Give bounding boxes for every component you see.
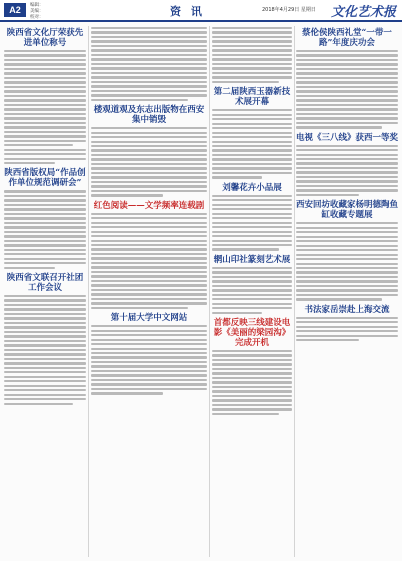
designer-line: 美编： [30, 9, 44, 14]
article-headline: 陕西省版权局“作品创作单位规范调研会” [4, 168, 86, 189]
article [296, 28, 398, 129]
masthead [0, 0, 402, 22]
column-4 [296, 26, 398, 557]
article-headline: 辋山印社篆刻艺术展 [213, 254, 291, 265]
article-body [4, 50, 86, 164]
article [4, 273, 86, 405]
article-body [212, 109, 292, 179]
article-body [91, 213, 207, 309]
article-headline: 陕西省文联召开社团工作会议 [6, 272, 84, 293]
article-body [91, 325, 207, 395]
article [91, 313, 207, 395]
article-headline: 西安回坊收藏家杨明德陶鱼缸收藏专题展 [296, 200, 399, 221]
article [212, 183, 292, 251]
article [212, 27, 292, 83]
page-number-badge: A2 [4, 3, 26, 17]
article-headline: 书法家岳崇赴上海交流 [304, 304, 390, 315]
article [91, 105, 207, 197]
article [296, 200, 398, 301]
column-2 [91, 26, 207, 557]
column-rule [88, 26, 89, 557]
article-body [296, 50, 398, 129]
article-headline: 蔡伦侯陕西礼堂“一带一路”年度庆功会 [302, 28, 392, 48]
article-body [212, 267, 292, 314]
article-headline: 楼观道观及东志出版物在西安集中销毁 [93, 105, 205, 126]
article-headline: 第十届大学中文网站 [110, 313, 188, 324]
article-body [91, 27, 207, 101]
article-headline: 陕西省文化厅荣获先进单位称号 [6, 28, 84, 48]
article-body [212, 195, 292, 251]
article [212, 255, 292, 314]
editor-line: 编辑： [30, 3, 44, 8]
article-headline: 刘馨花卉小品展 [222, 182, 282, 193]
article [4, 28, 86, 164]
article-headline: 第二届陕西玉器新技术展开幕 [213, 87, 291, 108]
article [212, 318, 292, 415]
proofreader-line: 校对： [30, 15, 44, 20]
article-body [296, 222, 398, 301]
article [91, 201, 207, 309]
edition-info [30, 3, 44, 21]
article-body [212, 350, 292, 415]
article-headline: 电视《三八线》获西一等奖 [296, 132, 399, 143]
section-title: 资 讯 [170, 5, 205, 18]
article-body [4, 190, 86, 269]
column-1 [4, 26, 86, 557]
article-headline: 红色阅读——文学频率连载剧 [93, 200, 205, 211]
article [296, 133, 398, 197]
article-body [296, 145, 398, 197]
article [296, 305, 398, 342]
article [91, 27, 207, 101]
paper-logo: 文化艺术报 [330, 5, 396, 20]
issue-date: 2018年4月29日 星期日 [262, 7, 316, 13]
article-body [91, 127, 207, 197]
column-3 [212, 26, 292, 557]
article-body [212, 27, 292, 83]
article [4, 168, 86, 269]
article-body [296, 317, 398, 342]
article [212, 87, 292, 179]
column-rule [294, 26, 295, 557]
column-rule [209, 26, 210, 557]
article-body [4, 295, 86, 405]
article-headline: 首都反映三线建设电影《美丽的梁园沟》完成开机 [213, 317, 291, 348]
